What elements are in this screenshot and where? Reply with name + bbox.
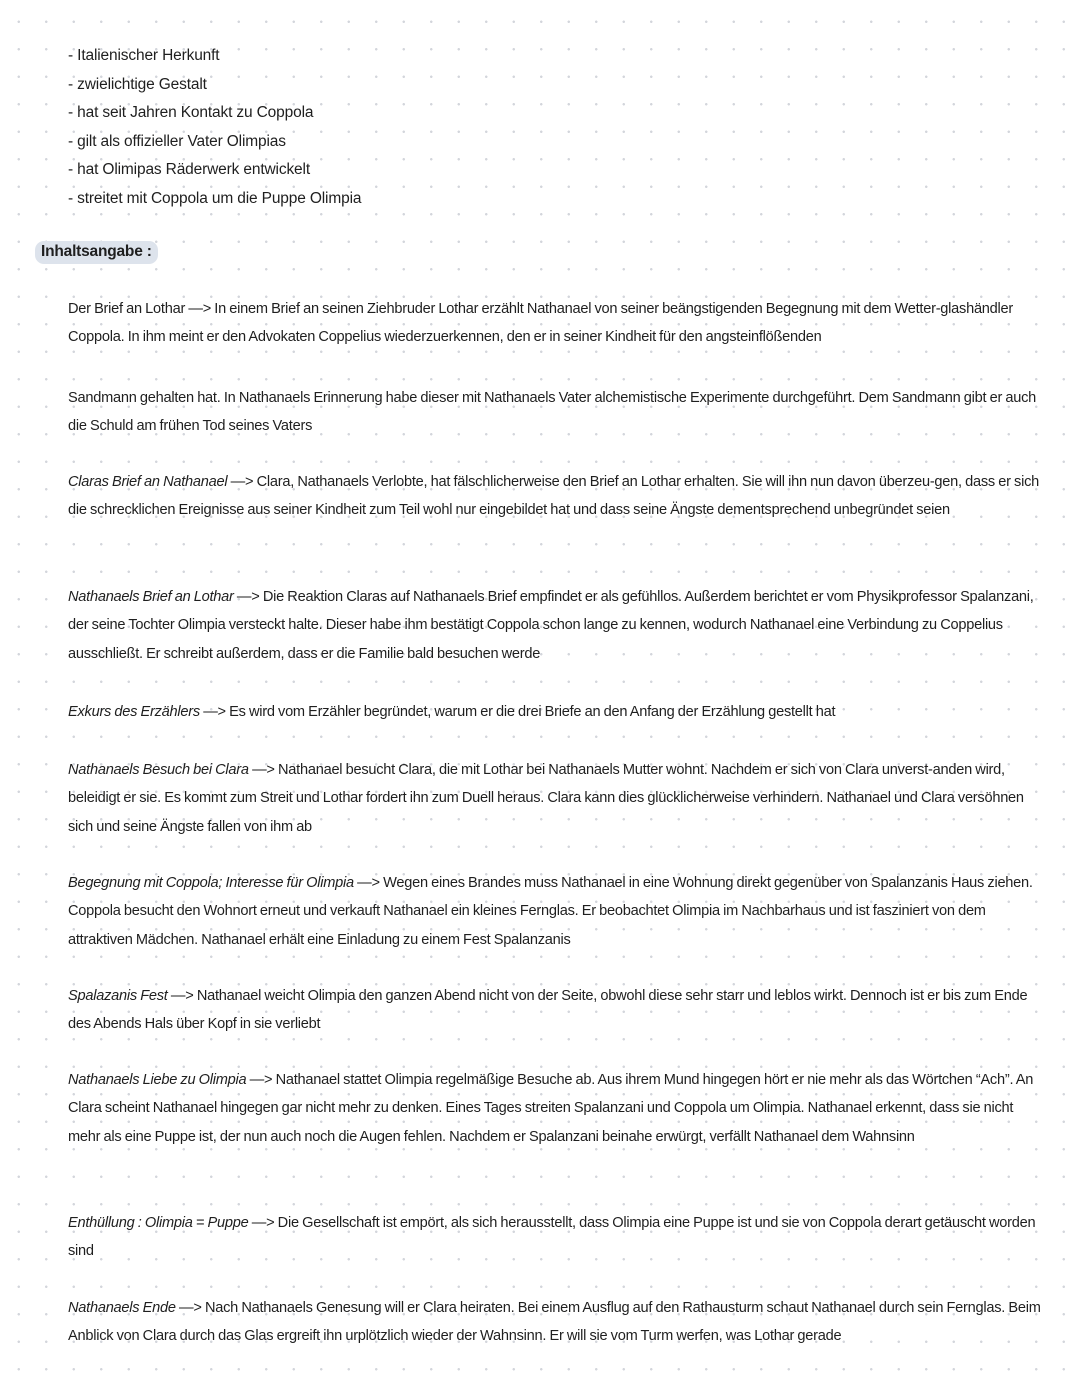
arrow-glyph: —> (167, 988, 197, 1004)
entry-title: Nathanaels Ende (68, 1300, 176, 1316)
entry-text: Clara, Nathanaels Verlobte, hat fälschlicherweise den Brief an Lothar erhalten. Sie will ihn nun davon überzeu-gen, dass er sich die schrecklichen Ereignisse aus seiner Kindheit zum Teil wohl nur eingebildet hat und dass seine Ängste dementsprechend unbegründet seien (68, 474, 1040, 519)
entry-title: Enthüllung : Olimpia = Puppe (68, 1215, 249, 1231)
arrow-glyph: —> (199, 704, 230, 720)
arrow-glyph: —> (248, 1215, 278, 1231)
entry-title: Spalazanis Fest (68, 988, 168, 1004)
entry-title: Der Brief an Lothar (68, 301, 186, 317)
entry-text: Nathanael stattet Olimpia regelmäßige Besuche ab. Aus ihrem Mund hingegen hört er nie mehr als das Wörtchen “Ach”. An Clara scheint Nathanael hingegen gar nicht mehr zu denken. Eines Tages streiten Spalanzani und Coppola um Olimpia. Nathanael erkennt, dass sie nicht mehr als eine Puppe ist, der nun auch noch die Augen fehlen. Nachdem er Spalanzani beinahe erwürgt, verfällt Nathanael dem Wahnsinn (68, 1072, 1034, 1145)
trait-item: - hat seit Jahren Kontakt zu Coppola (68, 104, 314, 122)
entry-text: Sandmann gehalten hat. In Nathanaels Erinnerung habe dieser mit Nathanaels Vater alchemistische Experimente durchgeführt. Dem Sandmann gibt er auch die Schuld am frühen Tod seines Vaters (68, 390, 1037, 435)
entry-text: Nach Nathanaels Genesung will er Clara heiraten. Bei einem Ausflug auf den Rathausturm schaut Nathanael durch sein Fernglas. Beim Anblick von Clara durch das Glas ergreift ihn urplötzlich wieder der Wahnsinn. Er will sie vom Turm werfen, was Lothar gerade (68, 1300, 1041, 1345)
trait-item: - Italienischer Herkunft (68, 47, 220, 64)
entry-text: Es wird vom Erzähler begründet, warum er die drei Briefe an den Anfang der Erzählung gestellt hat (229, 704, 836, 720)
arrow-glyph: —> (185, 301, 215, 317)
character-traits-list (68, 42, 361, 214)
summary-entry-exkurs (68, 698, 1048, 726)
arrow-glyph: —> (246, 1072, 276, 1088)
summary-entry-continuation (68, 384, 1048, 441)
summary-entry-nathanaels-brief (68, 583, 1048, 668)
trait-item: - streitet mit Coppola um die Puppe Olimpia (68, 189, 362, 207)
entry-title: Nathanaels Brief an Lothar (68, 589, 234, 605)
entry-title: Nathanaels Liebe zu Olimpia (68, 1072, 247, 1088)
arrow-glyph: —> (353, 875, 384, 891)
trait-item: - hat Olimipas Räderwerk entwickelt (68, 161, 310, 179)
entry-title: Nathanaels Besuch bei Clara (68, 762, 249, 778)
entry-text: Wegen eines Brandes muss Nathanael in eine Wohnung direkt gegenüber von Spalanzanis Haus ziehen. Coppola besucht den Wohnort erneut und verkauft Nathanael ein kleines Fernglas. Er beobachtet Olimpia im Nachbarhaus und ist fasziniert von dem attraktiven Mädchen. Nathanael erhält eine Einladung zu einem Fest Spalanzanis (68, 875, 1033, 948)
summary-heading: Inhaltsangabe : (35, 241, 158, 264)
summary-entry-spalanzanis-fest (68, 982, 1048, 1039)
entry-title: Exkurs des Erzählers (68, 704, 200, 720)
entry-text: Nathanael weicht Olimpia den ganzen Abend nicht von der Seite, obwohl diese sehr starr und leblos wirkt. Dennoch ist er bis zum Ende des Abends Hals über Kopf in sie verliebt (68, 988, 1028, 1033)
entry-text: In einem Brief an seinen Ziehbruder Lothar erzählt Nathanael von seiner beängstigenden Begegnung mit dem Wetter-glashändler Coppola. In ihm meint er den Advokaten Coppelius wiederzuerkennen, den er in seiner Kindheit für den angsteinflößenden (68, 301, 1014, 346)
entry-title: Begegnung mit Coppola; Interesse für Olimpia (68, 875, 354, 891)
entry-text: Nathanael besucht Clara, die mit Lothar bei Nathanaels Mutter wohnt. Nachdem er sich von Clara unverst-anden wird, beleidigt er sie. Es kommt zum Streit und Lothar fordert ihn zum Duell heraus. Clara kann dies glücklicherweise verhindern. Nathanael und Clara versöhnen sich und seine Ängste fallen von ihm ab (68, 762, 1024, 835)
summary-entry-besuch-bei-clara (68, 756, 1048, 841)
summary-entry-begegnung-coppola (68, 869, 1048, 954)
entry-text: Die Gesellschaft ist empört, als sich herausstellt, dass Olimpia eine Puppe ist und sie von Coppola derart getäuscht worden sind (68, 1215, 1036, 1260)
arrow-glyph: —> (227, 474, 257, 490)
summary-entry-enthuellung (68, 1209, 1048, 1266)
trait-item: - gilt als offizieller Vater Olimpias (68, 132, 286, 150)
arrow-glyph: —> (233, 589, 263, 605)
summary-entry-brief-an-lothar (68, 295, 1048, 352)
entry-text: Die Reaktion Claras auf Nathanaels Brief empfindet er als gefühllos. Außerdem berichtet er vom Physikprofessor Spalanzani, der seine Tochter Olimpia versteckt halte. Dieser habe ihm bestätigt Coppola schon lange zu kennen, wodurch Nathanael eine Verbindung zu Coppelius ausschließt. Er schreibt außerdem, dass er die Familie bald besuchen werde (68, 589, 1034, 662)
summary-entry-claras-brief (68, 468, 1048, 525)
entry-title: Claras Brief an Nathanael (68, 474, 228, 490)
summary-entry-liebe-zu-olimpia (68, 1066, 1048, 1151)
arrow-glyph: —> (175, 1300, 205, 1316)
summary-entry-nathanaels-ende (68, 1294, 1048, 1351)
trait-item: - zwielichtige Gestalt (68, 75, 207, 93)
arrow-glyph: —> (248, 762, 279, 778)
